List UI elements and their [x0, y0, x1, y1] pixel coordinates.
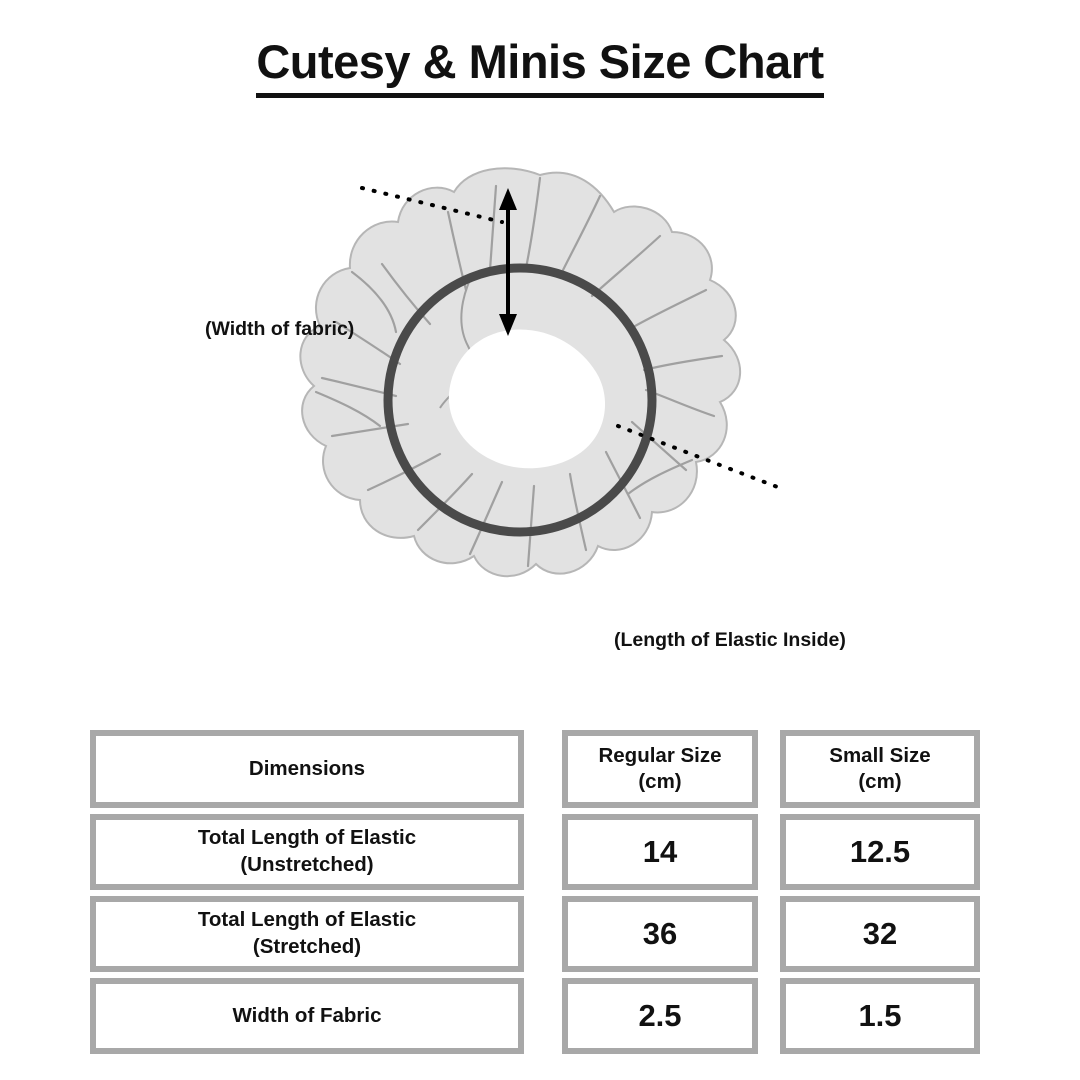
- header-cell-dimensions: [90, 730, 524, 808]
- row-label-line2: (Unstretched): [240, 853, 374, 876]
- header-cell-small: [780, 730, 980, 808]
- header-regular-line2: (cm): [638, 770, 682, 793]
- row-small-value-cell: [780, 814, 980, 890]
- row-label-line1: Total Length of Elastic: [197, 826, 417, 850]
- width-of-fabric-label: (Width of fabric): [205, 318, 355, 340]
- row-small-value: 32: [862, 916, 898, 951]
- row-label-line1: Total Length of Elastic: [197, 908, 417, 932]
- header-dimensions-line1: Dimensions: [248, 757, 366, 781]
- header-regular-line1: Regular Size: [598, 744, 722, 768]
- table-row: [90, 896, 990, 972]
- size-chart-table: [90, 730, 990, 1060]
- header-small-line1: Small Size: [829, 744, 931, 768]
- row-regular-value: 14: [642, 834, 678, 869]
- row-label-line2: (Stretched): [252, 935, 362, 958]
- length-of-elastic-label: (Length of Elastic Inside): [614, 629, 846, 651]
- row-regular-value-cell: [562, 814, 758, 890]
- row-label-cell: [90, 896, 524, 972]
- row-label-cell: [90, 978, 524, 1054]
- page-title: [0, 34, 1080, 98]
- row-label-line1: Width of Fabric: [232, 1003, 382, 1027]
- header-small-line2: (cm): [858, 770, 902, 793]
- row-small-value-cell: [780, 896, 980, 972]
- scrunchie-diagram: [0, 140, 1080, 680]
- table-row: [90, 978, 990, 1054]
- table-row: [90, 814, 990, 890]
- row-regular-value: 36: [642, 916, 678, 951]
- table-header-row: [90, 730, 990, 808]
- row-regular-value-cell: [562, 896, 758, 972]
- header-cell-regular: [562, 730, 758, 808]
- row-small-value: 12.5: [849, 834, 911, 869]
- row-regular-value-cell: [562, 978, 758, 1054]
- row-label-cell: [90, 814, 524, 890]
- row-small-value-cell: [780, 978, 980, 1054]
- page-title-text: Cutesy & Minis Size Chart: [256, 34, 823, 98]
- row-regular-value: 2.5: [638, 998, 682, 1033]
- row-small-value: 1.5: [858, 998, 902, 1033]
